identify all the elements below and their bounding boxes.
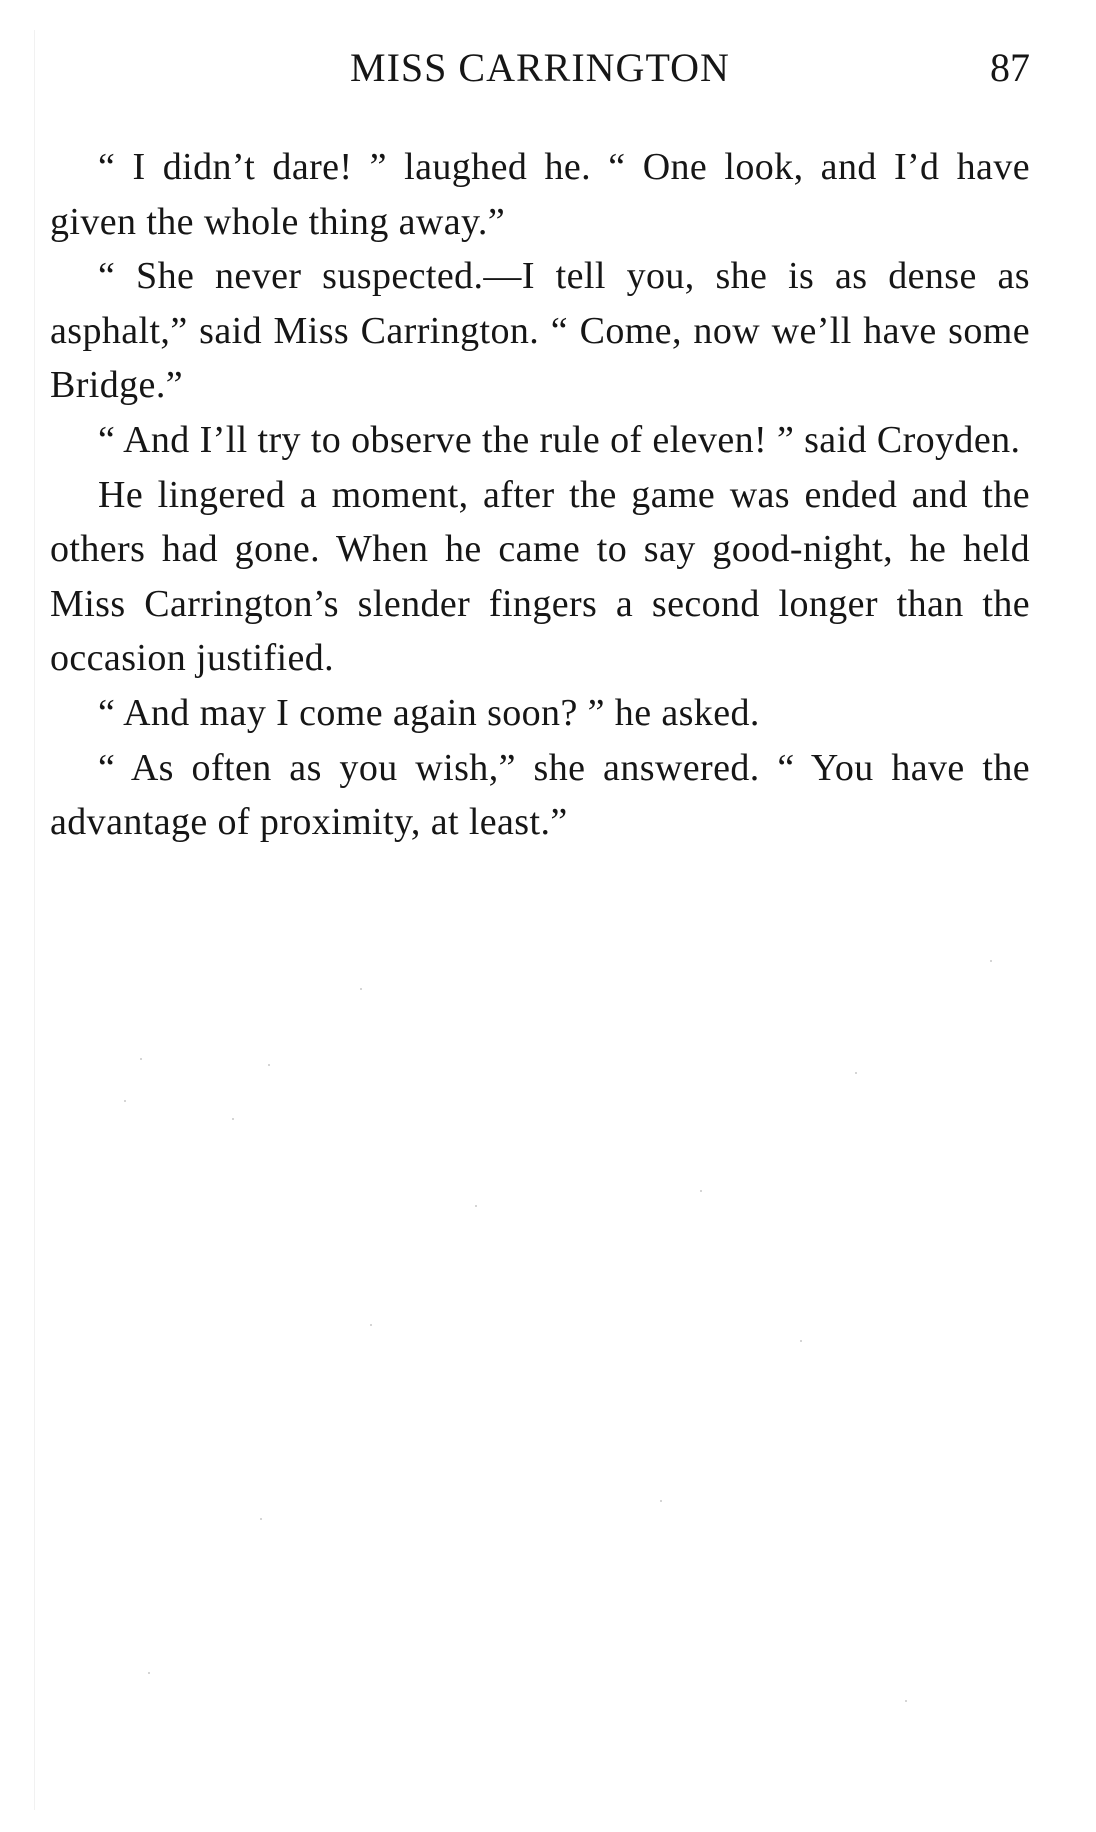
paragraph: He lingered a moment, after the game was ended and the others had gone. When he came to say good-night, he held Miss Carrington’s slender fingers a second longer than the occasion justified. — [50, 473, 1030, 680]
paper-speck — [855, 1072, 857, 1074]
paper-speck — [905, 1700, 907, 1702]
paper-speck — [700, 1190, 702, 1192]
paper-speck — [990, 960, 992, 962]
running-title: MISS CARRINGTON — [350, 45, 730, 90]
paper-speck — [475, 1205, 477, 1207]
paper-speck — [660, 1500, 662, 1502]
paper-speck — [360, 988, 362, 990]
paragraph: “ As often as you wish,” she answered. “ You have the advantage of proximity, at least.” — [50, 746, 1030, 844]
paragraph: “ And I’ll try to observe the rule of eleven! ” said Croyden. — [98, 418, 1021, 461]
paper-speck — [232, 1118, 234, 1120]
paragraph: “ She never suspected.—I tell you, she is as dense as asphalt,” said Miss Carrington. “ Come, now we’ll have some Bridge.” — [50, 255, 1030, 407]
paper-speck — [800, 1340, 802, 1342]
paper-speck — [370, 1324, 372, 1326]
paper-speck — [268, 1064, 270, 1066]
paragraph: “ I didn’t dare! ” laughed he. “ One look, and I’d have given the whole thing away.” — [50, 146, 1030, 243]
running-head — [50, 44, 1030, 94]
paper-speck — [260, 1518, 262, 1520]
page-edge-line — [34, 30, 35, 1810]
paper-speck — [148, 1672, 150, 1674]
page-number: 87 — [990, 45, 1030, 90]
body-text — [50, 140, 1030, 850]
paper-speck — [140, 1058, 142, 1060]
paragraph: “ And may I come again soon? ” he asked. — [98, 691, 760, 734]
paper-speck — [124, 1100, 126, 1102]
